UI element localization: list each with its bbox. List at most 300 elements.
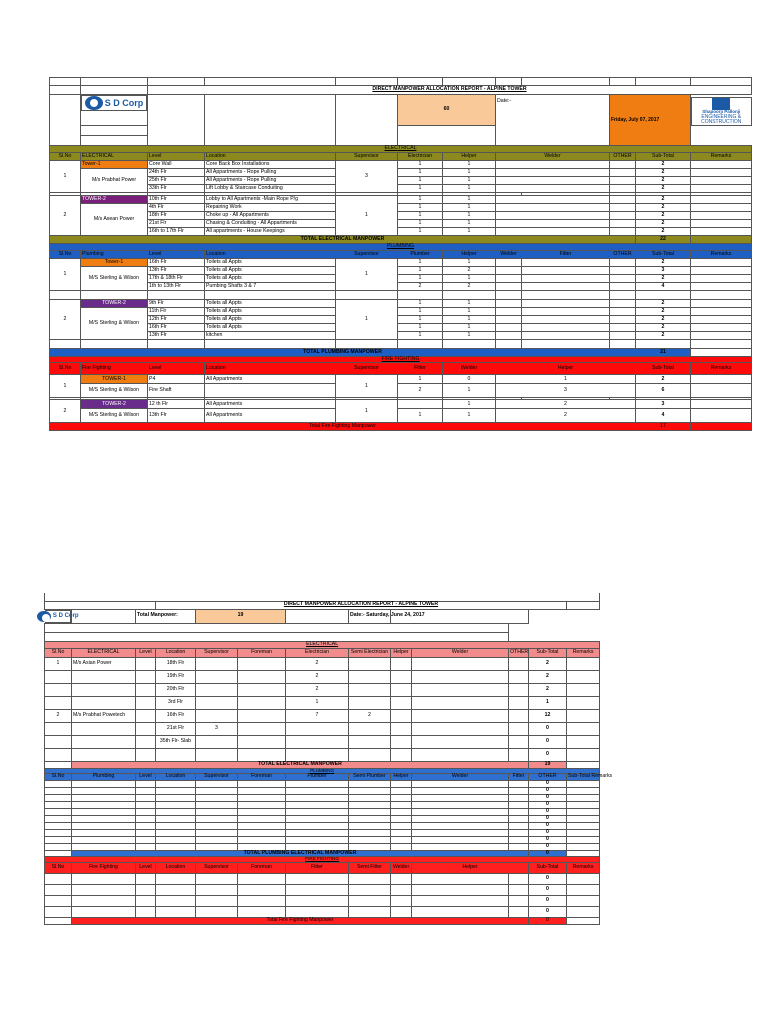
level: 11th Flr bbox=[148, 308, 205, 316]
level: 1th to 13th Flr bbox=[148, 283, 205, 291]
electrical-total-row bbox=[50, 236, 752, 244]
empty-cell bbox=[72, 884, 136, 895]
empty-cell bbox=[136, 844, 156, 851]
location: Toilets all Appts bbox=[205, 308, 336, 316]
semi-electrician-count bbox=[349, 696, 391, 709]
remarks bbox=[567, 696, 600, 709]
empty-cell bbox=[286, 816, 349, 823]
sl-no bbox=[45, 722, 72, 735]
foreman-count bbox=[238, 735, 286, 748]
sub-total: 0 bbox=[529, 735, 567, 748]
empty-cell bbox=[148, 291, 205, 300]
helper-count bbox=[391, 683, 412, 696]
empty-cell bbox=[72, 830, 136, 837]
helper-count: 1 bbox=[443, 228, 496, 236]
plumber-count: 2 bbox=[398, 283, 443, 291]
fitter-count bbox=[522, 308, 610, 316]
column-header: Foreman bbox=[238, 648, 286, 657]
sl-no bbox=[45, 696, 72, 709]
empty-cell bbox=[196, 906, 238, 917]
column-header: Level bbox=[136, 862, 156, 873]
empty-cell bbox=[238, 816, 286, 823]
helper-count bbox=[391, 657, 412, 670]
level: 4th Flr bbox=[148, 204, 205, 212]
column-header: Helper bbox=[412, 862, 529, 873]
sub-total: 2 bbox=[529, 683, 567, 696]
electrical-header-row-2 bbox=[45, 648, 600, 657]
sub-total: 2 bbox=[529, 670, 567, 683]
sub-total: 2 bbox=[636, 220, 691, 228]
welder-count bbox=[496, 324, 522, 332]
empty-cell bbox=[349, 781, 391, 788]
helper-count: 1 bbox=[443, 185, 496, 193]
electrician-count: 1 bbox=[398, 169, 443, 177]
empty-cell bbox=[196, 788, 238, 795]
remarks bbox=[691, 400, 752, 409]
empty-cell bbox=[196, 816, 238, 823]
level: 12 th Flr bbox=[148, 400, 205, 409]
total-manpower-value: 60 bbox=[398, 95, 496, 126]
location bbox=[156, 748, 196, 761]
empty-cell bbox=[196, 802, 238, 809]
sub-total: 12 bbox=[529, 709, 567, 722]
sub-total: 2 bbox=[636, 332, 691, 340]
location: Repairing Work bbox=[205, 204, 336, 212]
supervisor-count bbox=[196, 709, 238, 722]
plumber-count: 1 bbox=[398, 308, 443, 316]
column-header: Welder bbox=[443, 363, 496, 375]
other-count bbox=[610, 185, 636, 193]
other-count bbox=[509, 735, 529, 748]
plumbing-data-row bbox=[50, 283, 752, 291]
sub-total: 3 bbox=[636, 267, 691, 275]
fire-section-header: FIRE FIGHTING bbox=[50, 357, 752, 363]
electrical-header-row bbox=[50, 153, 752, 161]
empty-cell bbox=[567, 917, 600, 924]
remarks bbox=[567, 709, 600, 722]
empty-cell bbox=[72, 816, 136, 823]
remarks bbox=[567, 748, 600, 761]
foreman-count bbox=[238, 657, 286, 670]
remarks bbox=[691, 300, 752, 308]
helper-count: 1 bbox=[443, 161, 496, 169]
helper-count: 1 bbox=[496, 375, 636, 384]
empty-cell bbox=[349, 906, 391, 917]
empty-cell bbox=[286, 837, 349, 844]
empty-cell bbox=[156, 809, 196, 816]
electrician-count: 1 bbox=[286, 696, 349, 709]
column-header: Sl.No bbox=[45, 648, 72, 657]
remarks bbox=[691, 375, 752, 384]
plumbing-section-header: PLUMBING bbox=[50, 244, 752, 251]
column-header: Sl.No bbox=[45, 862, 72, 873]
plumbing-data-row-2 bbox=[45, 823, 600, 830]
level: 21st Flr bbox=[148, 220, 205, 228]
empty-cell bbox=[349, 884, 391, 895]
location: 35th Flr- Slab bbox=[156, 735, 196, 748]
empty-cell bbox=[238, 788, 286, 795]
sub-total: 0 bbox=[529, 844, 567, 851]
other-count bbox=[610, 300, 636, 308]
helper-count: 1 bbox=[443, 204, 496, 212]
remarks bbox=[691, 324, 752, 332]
contractor-name bbox=[72, 748, 136, 761]
column-header: Fire Fighting bbox=[72, 862, 136, 873]
helper-count: 2 bbox=[443, 267, 496, 275]
contractor-name bbox=[72, 696, 136, 709]
electrician-count bbox=[286, 748, 349, 761]
welder-count: 1 bbox=[443, 400, 496, 409]
supervisor-count bbox=[196, 735, 238, 748]
column-header: Semi Fitter bbox=[349, 862, 391, 873]
sub-total: 4 bbox=[636, 409, 691, 423]
empty-cell bbox=[636, 340, 691, 349]
empty-cell bbox=[391, 816, 412, 823]
sub-total: 0 bbox=[529, 884, 567, 895]
electrical-data-row bbox=[50, 228, 752, 236]
other-count bbox=[509, 722, 529, 735]
sub-total: 2 bbox=[636, 324, 691, 332]
column-header: Sub-Total Remarks bbox=[568, 773, 613, 780]
contractor-name: M/S Sterling & Wilson bbox=[81, 384, 148, 398]
level bbox=[136, 722, 156, 735]
report-1-title: DIRECT MANPOWER ALLOCATION REPORT - ALPINE TOWER bbox=[148, 86, 752, 95]
electrical-section-header: ELECTRICAL bbox=[50, 146, 752, 153]
tower-tag: TOWER-2 bbox=[81, 300, 148, 308]
sl-no bbox=[45, 735, 72, 748]
location: Toilets all Appts bbox=[205, 275, 336, 283]
empty-cell bbox=[412, 844, 509, 851]
plumber-count: 1 bbox=[398, 324, 443, 332]
column-header: Sub-Total bbox=[636, 363, 691, 375]
empty-cell bbox=[391, 837, 412, 844]
column-header: Electrician bbox=[286, 648, 349, 657]
plumbing-total-label-2: TOTAL PLUMBING ELECTRICAL MANPOWER bbox=[72, 851, 529, 857]
empty-cell bbox=[286, 788, 349, 795]
plumbing-data-row-2 bbox=[45, 837, 600, 844]
report-2-title: DIRECT MANPOWER ALLOCATION REPORT - ALPINE TOWER bbox=[156, 601, 567, 609]
location: Toilets all Appts bbox=[205, 324, 336, 332]
other-count bbox=[509, 748, 529, 761]
column-header: Supervisor bbox=[336, 153, 398, 161]
supervisor-count bbox=[196, 657, 238, 670]
location: Lobby to All Apartments -Main Rope P/g bbox=[205, 196, 336, 204]
electrician-count: 1 bbox=[398, 196, 443, 204]
electrical-data-row-2 bbox=[45, 748, 600, 761]
level bbox=[136, 683, 156, 696]
other-count bbox=[610, 316, 636, 324]
empty-cell bbox=[156, 795, 196, 802]
empty-cell bbox=[691, 423, 752, 431]
sd-corp-logo: S D Corp bbox=[81, 95, 147, 111]
empty-cell bbox=[136, 830, 156, 837]
empty-cell bbox=[509, 788, 529, 795]
column-header: Foreman bbox=[238, 862, 286, 873]
empty-cell bbox=[72, 795, 136, 802]
welder-count bbox=[496, 204, 610, 212]
empty-cell bbox=[156, 802, 196, 809]
location: All Appartments - Rope Pulling bbox=[205, 169, 336, 177]
empty-cell bbox=[509, 873, 529, 884]
electrical-data-row bbox=[50, 204, 752, 212]
empty-cell bbox=[349, 788, 391, 795]
location bbox=[205, 384, 336, 398]
empty-cell bbox=[610, 291, 636, 300]
column-header: OTHER bbox=[529, 774, 567, 781]
helper-count: 1 bbox=[443, 324, 496, 332]
empty-cell bbox=[156, 837, 196, 844]
fire-section-header-2: FIRE FIGHTING bbox=[45, 857, 600, 863]
column-header: Sub-Total bbox=[636, 251, 691, 259]
empty-cell bbox=[156, 781, 196, 788]
plumber-count: 1 bbox=[398, 300, 443, 308]
sub-total: 4 bbox=[636, 283, 691, 291]
empty-cell bbox=[496, 340, 522, 349]
plumbing-data-row bbox=[50, 316, 752, 324]
fitter-count bbox=[522, 275, 610, 283]
column-header: Location bbox=[205, 251, 336, 259]
sub-total: 2 bbox=[636, 300, 691, 308]
plumbing-total-value-2: 0 bbox=[529, 851, 567, 857]
helper-count: 1 bbox=[443, 212, 496, 220]
empty-cell bbox=[81, 340, 148, 349]
welder-count bbox=[496, 228, 610, 236]
welder-count bbox=[496, 185, 610, 193]
column-header: Sl.No bbox=[50, 363, 81, 375]
column-header: Sl.No bbox=[50, 251, 81, 259]
other-count bbox=[509, 696, 529, 709]
electrician-count: 1 bbox=[398, 204, 443, 212]
helper-count: 1 bbox=[443, 275, 496, 283]
plumbing-data-row bbox=[50, 275, 752, 283]
empty-cell bbox=[349, 873, 391, 884]
remarks bbox=[691, 185, 752, 193]
remarks bbox=[691, 212, 752, 220]
column-header: Helper bbox=[496, 363, 636, 375]
empty-cell bbox=[156, 823, 196, 830]
empty-cell bbox=[196, 837, 238, 844]
helper-count: 1 bbox=[443, 300, 496, 308]
other-count bbox=[610, 177, 636, 185]
empty-cell bbox=[45, 844, 72, 851]
empty-cell bbox=[238, 802, 286, 809]
empty-cell bbox=[391, 830, 412, 837]
empty-cell bbox=[509, 781, 529, 788]
column-header: ELECTRICAL bbox=[81, 153, 148, 161]
fire-total-label: Total Fire Fighting Manpower bbox=[50, 423, 636, 431]
level: 24th Flr bbox=[148, 169, 205, 177]
empty-cell bbox=[45, 795, 72, 802]
sub-total: 2 bbox=[636, 275, 691, 283]
electrical-data-row bbox=[50, 169, 752, 177]
empty-cell bbox=[412, 788, 509, 795]
other-count bbox=[610, 283, 636, 291]
location: Lift Lobby & Staircase Conduiting bbox=[205, 185, 336, 193]
location: All appartments - House Keepings bbox=[205, 228, 336, 236]
helper-count bbox=[391, 709, 412, 722]
empty-cell bbox=[196, 884, 238, 895]
level: 10th Flr bbox=[148, 196, 205, 204]
sub-total: 0 bbox=[529, 837, 567, 844]
column-header: Remarks bbox=[691, 153, 752, 161]
sl-no: 1 bbox=[50, 375, 81, 398]
other-count bbox=[610, 204, 636, 212]
empty-cell bbox=[238, 795, 286, 802]
column-header: Level bbox=[148, 363, 205, 375]
electrician-count: 2 bbox=[286, 657, 349, 670]
empty-cell bbox=[45, 830, 72, 837]
empty-cell bbox=[196, 873, 238, 884]
empty-cell bbox=[136, 795, 156, 802]
column-header: Level bbox=[136, 774, 156, 781]
remarks bbox=[567, 906, 600, 917]
remarks bbox=[567, 895, 600, 906]
cell bbox=[45, 761, 72, 768]
electrical-data-row bbox=[50, 185, 752, 193]
plumbing-data-row-2 bbox=[45, 809, 600, 816]
sub-total: 2 bbox=[636, 196, 691, 204]
location: Choke up - All Appartments bbox=[205, 212, 336, 220]
empty-cell bbox=[72, 895, 136, 906]
empty-cell bbox=[238, 873, 286, 884]
plumbing-data-row-2 bbox=[45, 795, 600, 802]
fire-data-row-2 bbox=[45, 884, 600, 895]
empty-cell bbox=[156, 906, 196, 917]
date-label-2: Date:- Saturday, June 24, 2017 bbox=[349, 609, 391, 623]
empty-cell bbox=[336, 340, 398, 349]
plumbing-data-row-2 bbox=[45, 781, 600, 788]
empty-cell bbox=[412, 884, 509, 895]
tower-tag: TOWER-2 bbox=[81, 196, 148, 204]
semi-electrician-count bbox=[349, 748, 391, 761]
fire-data-row bbox=[50, 384, 752, 398]
sub-total: 2 bbox=[636, 316, 691, 324]
empty-cell bbox=[238, 906, 286, 917]
contractor-name: M/s Asian Power bbox=[72, 657, 136, 670]
empty-cell bbox=[349, 895, 391, 906]
other-count bbox=[509, 709, 529, 722]
plumbing-data-row bbox=[50, 324, 752, 332]
empty-cell bbox=[136, 906, 156, 917]
empty-cell bbox=[509, 802, 529, 809]
welder-count bbox=[496, 212, 610, 220]
location: Toilets all Appts bbox=[205, 267, 336, 275]
sub-total: 2 bbox=[636, 204, 691, 212]
empty-cell bbox=[509, 795, 529, 802]
foreman-count bbox=[238, 670, 286, 683]
sl-no: 2 bbox=[45, 709, 72, 722]
fire-data-row bbox=[50, 375, 752, 384]
sl-no: 2 bbox=[50, 300, 81, 340]
empty-cell bbox=[238, 830, 286, 837]
empty-cell bbox=[50, 291, 81, 300]
level: Core Wall bbox=[148, 161, 205, 169]
welder-count bbox=[496, 300, 522, 308]
empty-cell bbox=[205, 340, 336, 349]
plumbing-data-row-2 bbox=[45, 802, 600, 809]
remarks bbox=[691, 161, 752, 169]
empty-cell bbox=[45, 781, 72, 788]
column-header: Welder bbox=[412, 774, 509, 781]
column-header: OTHER bbox=[610, 251, 636, 259]
remarks bbox=[567, 657, 600, 670]
column-header: Plumber bbox=[286, 774, 349, 781]
sub-total: 2 bbox=[636, 185, 691, 193]
column-header: Location bbox=[205, 363, 336, 375]
empty-cell bbox=[136, 823, 156, 830]
remarks bbox=[567, 683, 600, 696]
column-header: Location bbox=[156, 648, 196, 657]
remarks bbox=[691, 177, 752, 185]
helper-count bbox=[391, 748, 412, 761]
empty-cell bbox=[196, 809, 238, 816]
fire-total-value: 17 bbox=[636, 423, 691, 431]
empty-cell bbox=[349, 816, 391, 823]
semi-electrician-count: 2 bbox=[349, 709, 391, 722]
empty-cell bbox=[412, 830, 509, 837]
empty-cell bbox=[391, 906, 412, 917]
supervisor-count bbox=[196, 683, 238, 696]
column-header: Helper bbox=[391, 774, 412, 781]
welder-count bbox=[496, 267, 522, 275]
plumbing-header-row bbox=[50, 251, 752, 259]
welder-count bbox=[496, 196, 610, 204]
supervisor-count: 3 bbox=[336, 161, 398, 193]
empty-cell bbox=[136, 884, 156, 895]
column-header: Remarks bbox=[567, 862, 600, 873]
level: 33th Flr bbox=[148, 185, 205, 193]
empty-cell bbox=[391, 781, 412, 788]
empty-cell bbox=[412, 906, 509, 917]
column-header: Location bbox=[156, 862, 196, 873]
electrical-total-value: 22 bbox=[636, 236, 691, 244]
welder-count bbox=[496, 169, 610, 177]
location: Chasing & Conduiting - All Appartments bbox=[205, 220, 336, 228]
welder-count bbox=[496, 259, 522, 267]
welder-count bbox=[496, 332, 522, 340]
electrical-data-row bbox=[50, 161, 752, 169]
level: 13th Flr bbox=[148, 409, 205, 423]
remarks bbox=[567, 809, 600, 816]
remarks bbox=[691, 169, 752, 177]
location: All Appartments bbox=[205, 409, 336, 423]
other-count bbox=[610, 169, 636, 177]
welder-count bbox=[412, 670, 509, 683]
semi-electrician-count bbox=[349, 735, 391, 748]
empty-cell bbox=[336, 291, 398, 300]
location: Toilets all Appts bbox=[205, 316, 336, 324]
empty-cell bbox=[412, 809, 509, 816]
empty-cell bbox=[45, 788, 72, 795]
helper-count: 3 bbox=[496, 384, 636, 398]
fitter-count bbox=[522, 283, 610, 291]
empty-cell bbox=[156, 884, 196, 895]
electrician-count: 7 bbox=[286, 709, 349, 722]
empty-cell bbox=[412, 837, 509, 844]
column-header: Sub-Total bbox=[529, 648, 567, 657]
empty-cell bbox=[238, 895, 286, 906]
column-header: Welder bbox=[391, 862, 412, 873]
other-count bbox=[509, 670, 529, 683]
fire-data-row-2 bbox=[45, 873, 600, 884]
empty-cell bbox=[196, 844, 238, 851]
column-header: Electrician bbox=[398, 153, 443, 161]
empty-cell bbox=[45, 823, 72, 830]
level bbox=[136, 748, 156, 761]
empty-cell bbox=[610, 340, 636, 349]
empty-cell bbox=[286, 873, 349, 884]
remarks bbox=[691, 332, 752, 340]
